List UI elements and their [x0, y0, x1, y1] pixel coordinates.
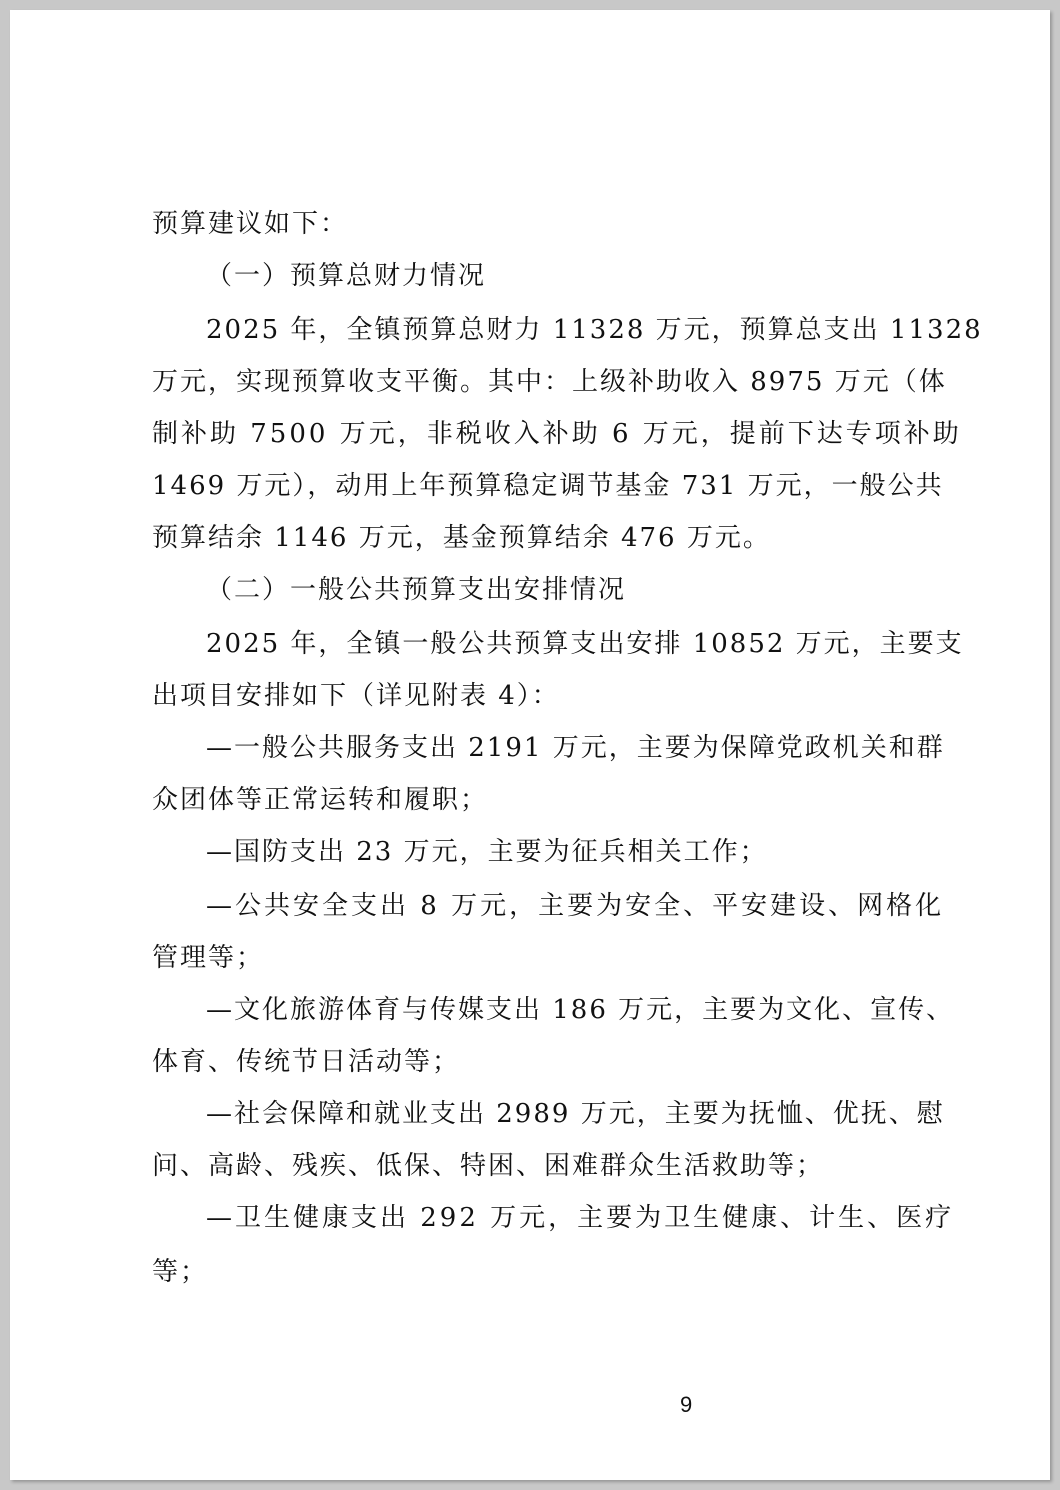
paragraph-intro: 预算建议如下： [152, 209, 349, 239]
section-heading-2: （二）一般公共预算支出安排情况 [206, 575, 627, 605]
section-heading-1: （一）预算总财力情况 [206, 261, 487, 291]
list-item-line: 众团体等正常运转和履职； [152, 785, 489, 815]
document-page [10, 10, 1050, 1480]
paragraph-line: 出项目安排如下（详见附表 4）： [152, 681, 560, 711]
list-item-line: —社会保障和就业支出 2989 万元，主要为抚恤、优抚、慰 [206, 1099, 945, 1129]
list-item-line: —公共安全支出 8 万元，主要为安全、平安建设、网格化 [206, 891, 945, 921]
list-item-line: —国防支出 23 万元，主要为征兵相关工作； [206, 837, 768, 867]
paragraph-line: 万元，实现预算收支平衡。其中：上级补助收入 8975 万元（体 [152, 367, 947, 397]
paragraph-line: 制补助 7500 万元，非税收入补助 6 万元，提前下达专项补助 [152, 419, 962, 449]
list-item-line: —卫生健康支出 292 万元，主要为卫生健康、计生、医疗 [206, 1203, 955, 1233]
list-item-line: 问、高龄、残疾、低保、特困、困难群众生活救助等； [152, 1151, 825, 1181]
paragraph-line: 预算结余 1146 万元，基金预算结余 476 万元。 [152, 523, 771, 553]
paragraph-line: 1469 万元），动用上年预算稳定调节基金 731 万元，一般公共 [152, 471, 944, 501]
page-number: 9 [680, 1392, 693, 1417]
list-item-line: —文化旅游体育与传媒支出 186 万元，主要为文化、宣传、 [206, 995, 955, 1025]
list-item-line: 管理等； [152, 943, 265, 973]
paragraph-line: 2025 年，全镇预算总财力 11328 万元，预算总支出 11328 [206, 315, 983, 345]
list-item-line: 等； [152, 1257, 209, 1287]
paragraph-line: 2025 年，全镇一般公共预算支出安排 10852 万元，主要支 [206, 629, 964, 659]
list-item-line: 体育、传统节日活动等； [152, 1047, 461, 1077]
list-item-line: —一般公共服务支出 2191 万元，主要为保障党政机关和群 [206, 733, 945, 763]
